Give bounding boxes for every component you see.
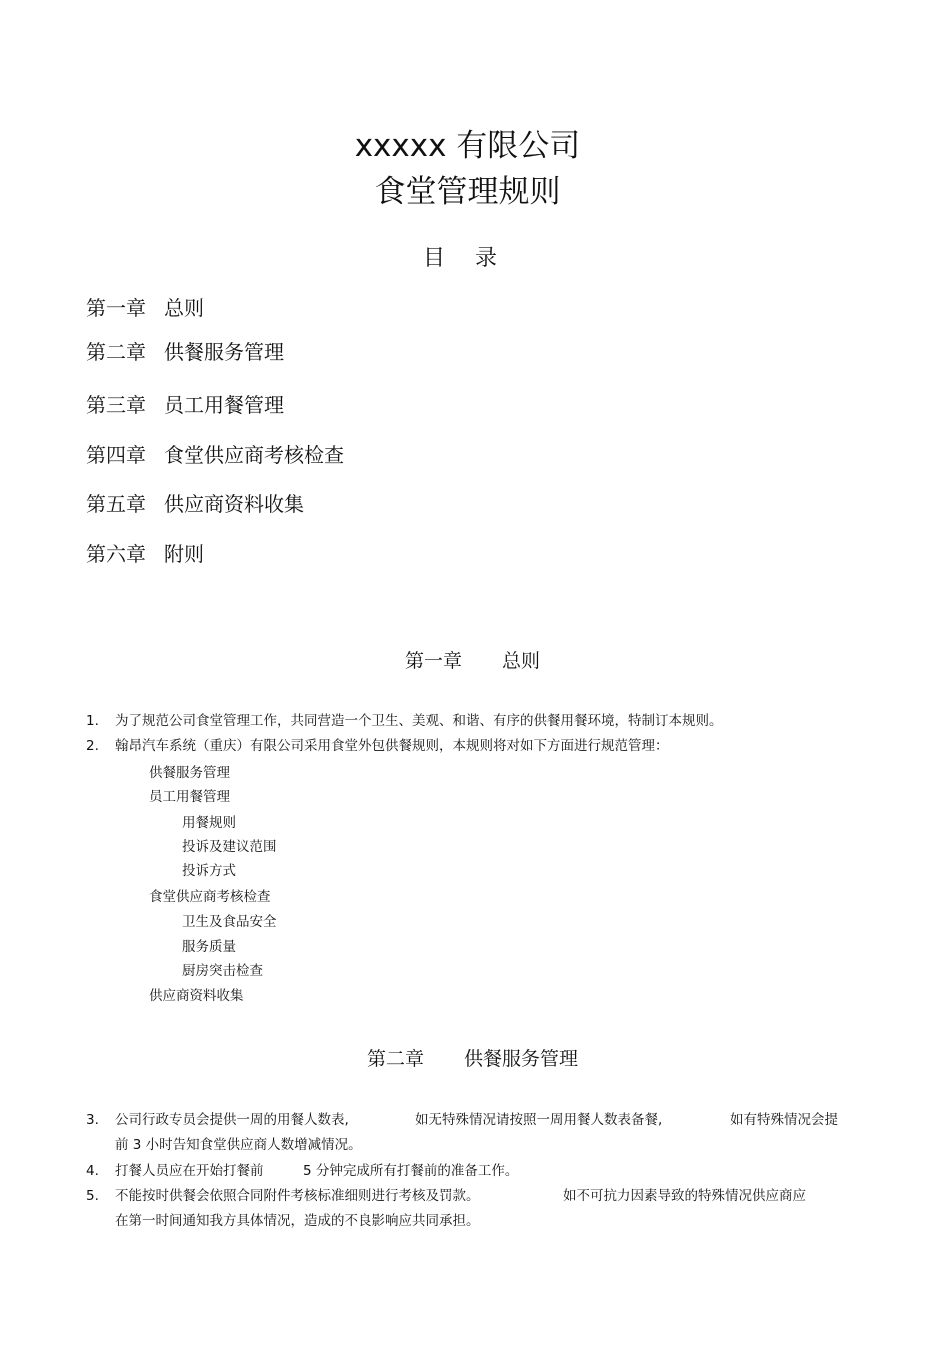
- document-title: 食堂管理规则: [374, 174, 561, 210]
- outline-subitem: 厨房突击检查: [182, 963, 263, 979]
- outline-subitem: 用餐规则: [182, 815, 236, 831]
- chapter-title: 总则: [502, 650, 541, 672]
- toc-item-number: 第五章: [86, 492, 146, 516]
- toc-item-label: 员工用餐管理: [164, 393, 284, 417]
- paragraph-number: 2.: [86, 738, 99, 754]
- outline-item: 供应商资料收集: [149, 988, 244, 1004]
- toc-item-label: 总则: [164, 296, 204, 320]
- paragraph-text: 如无特殊情况请按照一周用餐人数表备餐,: [415, 1112, 663, 1128]
- toc-item[interactable]: [86, 391, 284, 419]
- toc-item-number: 第一章: [86, 296, 146, 320]
- outline-item: 食堂供应商考核检查: [149, 889, 271, 905]
- toc-item[interactable]: [86, 294, 204, 322]
- toc-item-label: 附则: [164, 542, 204, 566]
- outline-subitem: 投诉方式: [182, 863, 236, 879]
- toc-item-label: 供应商资料收集: [164, 492, 304, 516]
- toc-item-label: 食堂供应商考核检查: [164, 443, 344, 467]
- paragraph-number: 5.: [86, 1188, 99, 1204]
- paragraph-number: 3.: [86, 1112, 99, 1128]
- paragraph-number: 1.: [86, 713, 99, 729]
- paragraph: [86, 711, 723, 731]
- toc-item-label: 供餐服务管理: [164, 340, 284, 364]
- toc-item[interactable]: [86, 338, 284, 366]
- outline-item: 供餐服务管理: [149, 765, 230, 781]
- paragraph-text: 如不可抗力因素导致的特殊情况供应商应: [563, 1188, 806, 1204]
- paragraph-text: 如有特殊情况会提: [730, 1112, 838, 1128]
- toc-item-number: 第六章: [86, 542, 146, 566]
- paragraph-number: 4.: [86, 1163, 99, 1179]
- paragraph-text: 在第一时间通知我方具体情况，造成的不良影响应共同承担。: [115, 1213, 480, 1229]
- paragraph: [86, 736, 669, 756]
- paragraph-text: 打餐人员应在开始打餐前: [115, 1163, 264, 1179]
- paragraph-text: 前 3 小时告知食堂供应商人数增减情况。: [115, 1137, 362, 1153]
- paragraph-text: 5 分钟完成所有打餐前的准备工作。: [303, 1163, 519, 1179]
- toc-heading: 目录: [422, 246, 527, 271]
- outline-item: 员工用餐管理: [149, 789, 230, 805]
- paragraph-text: 公司行政专员会提供一周的用餐人数表,: [115, 1112, 349, 1128]
- paragraph-text: 不能按时供餐会依照合同附件考核标准细则进行考核及罚款。: [115, 1188, 480, 1204]
- toc-item[interactable]: [86, 490, 304, 518]
- chapter-title: 供餐服务管理: [464, 1048, 579, 1070]
- chapter-heading: [0, 647, 945, 675]
- chapter-number: 第二章: [366, 1048, 424, 1070]
- chapter-number: 第一章: [404, 650, 462, 672]
- company-title: xxxxx 有限公司: [354, 128, 581, 164]
- outline-subitem: 投诉及建议范围: [182, 839, 277, 855]
- paragraph-text: 翰昂汽车系统（重庆）有限公司采用食堂外包供餐规则，本规则将对如下方面进行规范管理：: [115, 738, 669, 754]
- toc-item-number: 第二章: [86, 340, 146, 364]
- outline-subitem: 服务质量: [182, 939, 236, 955]
- toc-item-number: 第四章: [86, 443, 146, 467]
- paragraph-text: 为了规范公司食堂管理工作，共同营造一个卫生、美观、和谐、有序的供餐用餐环境，特制订本规则。: [115, 713, 723, 729]
- outline-subitem: 卫生及食品安全: [182, 914, 277, 930]
- toc-item-number: 第三章: [86, 393, 146, 417]
- toc-item[interactable]: [86, 441, 344, 469]
- toc-item[interactable]: [86, 540, 204, 568]
- chapter-heading: [0, 1045, 945, 1073]
